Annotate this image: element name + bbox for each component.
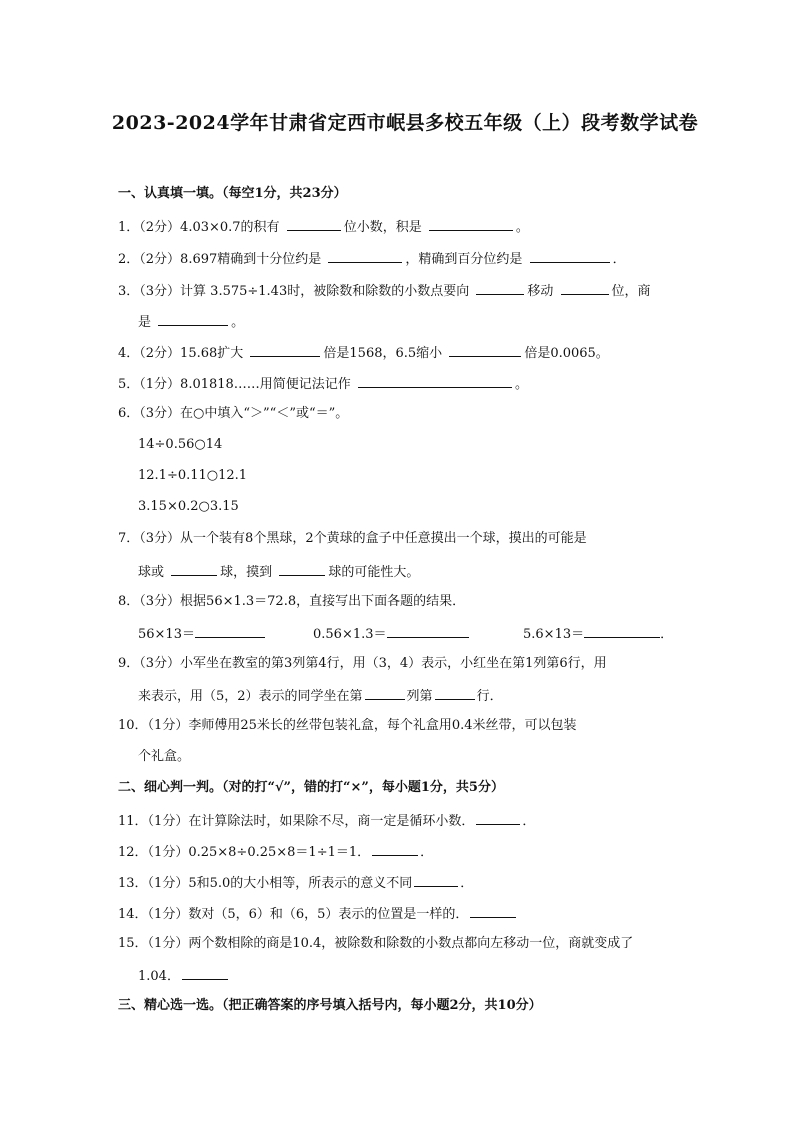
q2-text-b: ，精确到百分位约是 <box>405 252 523 267</box>
answer-blank[interactable] <box>476 812 520 825</box>
q6-comparison-a[interactable]: 14÷0.56○14 <box>138 437 223 452</box>
answer-blank[interactable] <box>435 687 475 700</box>
q8-expression-c: 5.6×13＝ <box>523 627 585 642</box>
answer-blank[interactable] <box>530 250 610 263</box>
section-1-heading: 一、认真填一填。（每空1分，共23分） <box>118 186 347 201</box>
answer-blank[interactable] <box>195 625 265 638</box>
page-title: 2023-2024学年甘肃省定西市岷县多校五年级（上）段考数学试卷 <box>111 112 699 134</box>
q8-item-a <box>138 625 265 643</box>
q8-item-b <box>313 625 469 643</box>
q3-text-b: 移动 <box>527 284 554 299</box>
question-9: 9．（3分）小军坐在教室的第3列第4行，用（3，4）表示，小红坐在第1列第6行，用 <box>118 656 607 671</box>
q8-expression-a: 56×13＝ <box>138 627 195 642</box>
q2-text-a: 2．（2分）8.697精确到十分位约是 <box>118 252 322 267</box>
q9-text-d: 行． <box>476 689 503 704</box>
question-10: 10．（1分）李师傅用25米长的丝带包装礼盒，每个礼盒用0.4米丝带，可以包装 <box>118 718 577 733</box>
question-9-continued <box>138 687 503 705</box>
question-15: 15．（1分）两个数相除的商是10.4，被除数和除数的小数点都向左移动一位，商就变成了 <box>118 936 634 951</box>
q13-text: 13．（1分）5和5.0的大小相等，所表示的意义不同 <box>118 876 413 891</box>
answer-blank[interactable] <box>287 218 341 231</box>
q1-text-b: 位小数，积是 <box>343 220 422 235</box>
question-15-continued <box>138 967 230 985</box>
q14-text: 14．（1分）数对（5，6）和（6，5）表示的位置是一样的． <box>118 907 469 922</box>
question-10-continued: 个礼盒。 <box>138 749 191 764</box>
answer-blank[interactable] <box>358 375 512 388</box>
answer-blank[interactable] <box>414 874 458 887</box>
question-2 <box>118 250 626 268</box>
q3-text-d: 是 <box>138 315 152 330</box>
question-3-continued <box>138 313 244 331</box>
q15-text-b: 1.04． <box>138 969 180 984</box>
question-11 <box>118 812 535 830</box>
section-3-heading: 三、精心选一选。（把正确答案的序号填入括号内，每小题2分，共10分） <box>118 998 542 1013</box>
answer-blank[interactable] <box>470 905 516 918</box>
q8-expression-b: 0.56×1.3＝ <box>313 627 387 642</box>
answer-blank[interactable] <box>449 344 521 357</box>
question-8: 8．（3分）根据56×1.3＝72.8，直接写出下面各题的结果． <box>118 594 466 609</box>
q7-text-d: 球的可能性大。 <box>328 565 420 580</box>
q4-text-c: 倍是0.0065。 <box>524 346 609 361</box>
q3-text-e: 。 <box>231 315 245 330</box>
answer-blank[interactable] <box>372 843 418 856</box>
q3-text-a: 3．（3分）计算 3.575÷1.43时，被除数和除数的小数点要向 <box>118 284 470 299</box>
q1-text-c: 。 <box>515 220 529 235</box>
answer-blank[interactable] <box>182 967 228 980</box>
question-1 <box>118 218 529 236</box>
q4-text-b: 倍是1568，6.5缩小 <box>323 346 443 361</box>
q12-text: 12．（1分）0.25×8÷0.25×8＝1÷1＝1． <box>118 845 371 860</box>
question-12 <box>118 843 433 861</box>
q12-period: ． <box>420 845 434 860</box>
q3-text-c: 位，商 <box>611 284 651 299</box>
q8-period: ． <box>660 627 674 642</box>
answer-blank[interactable] <box>250 344 320 357</box>
question-5 <box>118 375 528 393</box>
answer-blank[interactable] <box>158 313 228 326</box>
answer-blank[interactable] <box>476 282 524 295</box>
q9-text-c: 列第 <box>406 689 433 704</box>
q6-comparison-c[interactable]: 3.15×0.2○3.15 <box>138 499 239 514</box>
answer-blank[interactable] <box>429 218 513 231</box>
q5-text-a: 5．（1分）8.01818……用简便记法记作 <box>118 377 351 392</box>
q1-text-a: 1．（2分）4.03×0.7的积有 <box>118 220 280 235</box>
section-2-heading: 二、细心判一判。（对的打“√”，错的打“×”，每小题1分，共5分） <box>118 780 504 795</box>
answer-blank[interactable] <box>171 563 217 576</box>
question-3 <box>118 282 651 300</box>
q8-item-c <box>523 625 673 643</box>
q11-text: 11．（1分）在计算除法时，如果除不尽，商一定是循环小数． <box>118 814 475 829</box>
question-7-continued <box>138 563 419 581</box>
q5-text-b: 。 <box>514 377 528 392</box>
q7-text-c: 球，摸到 <box>220 565 273 580</box>
question-14 <box>118 905 518 923</box>
q11-period: ． <box>522 814 536 829</box>
question-4 <box>118 344 609 362</box>
answer-blank[interactable] <box>365 687 405 700</box>
answer-blank[interactable] <box>279 563 325 576</box>
q2-text-c: ． <box>612 252 626 267</box>
q4-text-a: 4．（2分）15.68扩大 <box>118 346 244 361</box>
q7-text-b: 球或 <box>138 565 165 580</box>
q9-text-b: 来表示，用（5，2）表示的同学坐在第 <box>138 689 363 704</box>
question-13 <box>118 874 473 892</box>
question-7: 7．（3分）从一个装有8个黑球，2个黄球的盒子中任意摸出一个球，摸出的可能是 <box>118 531 587 546</box>
q13-period: ． <box>460 876 474 891</box>
question-6: 6．（3分）在○中填入“＞”“＜”或“＝”。 <box>118 406 349 421</box>
answer-blank[interactable] <box>387 625 469 638</box>
answer-blank[interactable] <box>584 625 660 638</box>
q6-comparison-b[interactable]: 12.1÷0.11○12.1 <box>138 468 248 483</box>
answer-blank[interactable] <box>561 282 609 295</box>
answer-blank[interactable] <box>328 250 402 263</box>
